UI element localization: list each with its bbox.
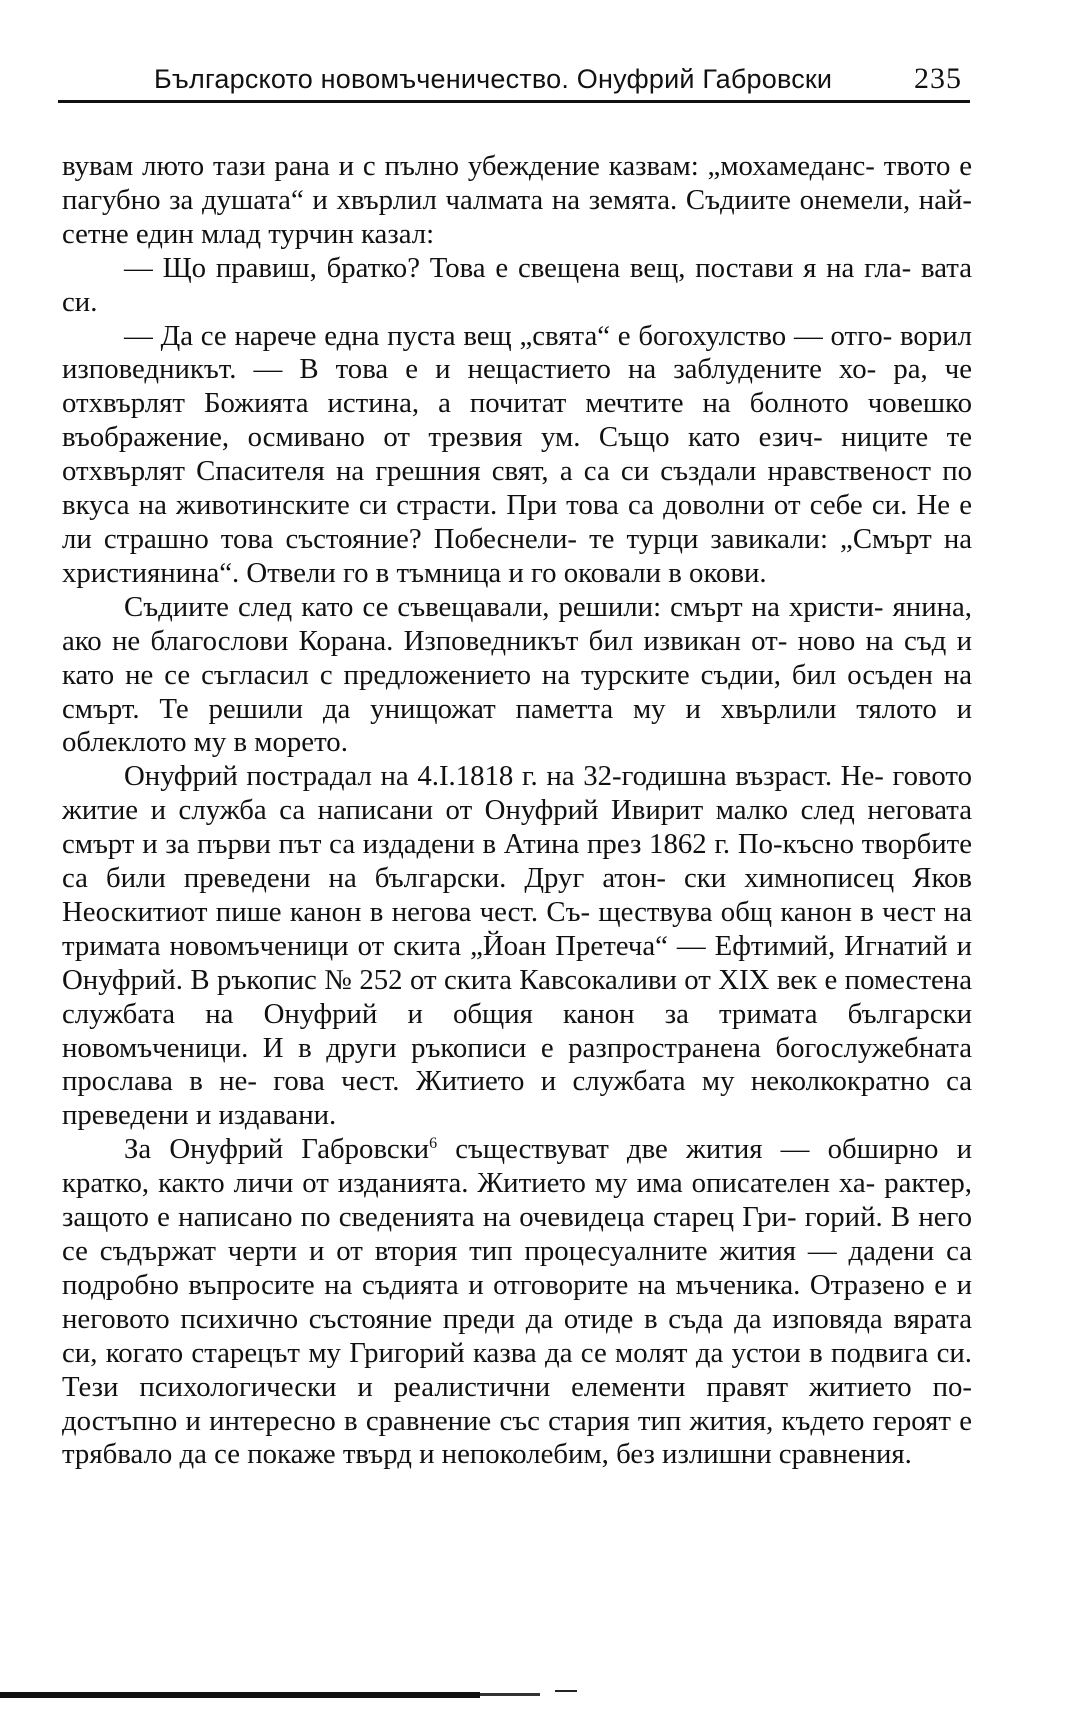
running-title: Българското новомъченичество. Онуфрий Габровски [154, 64, 833, 94]
paragraph-1 [62, 150, 972, 252]
text-line: ски химнописец Яков Неоскитиот пише канон в негова чест. Съ- [62, 862, 972, 928]
paragraph-2 [62, 252, 972, 320]
text-line: ра, че отхвърлят Божията истина, а почитат мечтите на болното [62, 353, 973, 420]
text-line: гова чест. Житието и службата му неколкократно са преведени и [62, 1065, 972, 1132]
text-line: след неговата смърт и за първи път са издадени в Атина през 1862 [62, 794, 973, 861]
text-line: „Йоан Претеча“ — Ефтимий, Игнатий и Онуфрий. В ръкопис № [62, 929, 973, 996]
text-line: реалистични елементи правят житието по-достъпно и интересно [62, 1370, 973, 1437]
paragraph-6 [62, 1133, 972, 1472]
running-header [150, 58, 970, 100]
text-line: г. По-късно творбите са били преведени на български. Друг атон- [62, 828, 972, 895]
footer-rule-continuation [480, 1693, 540, 1696]
text-line: кратко, както личи от изданията. Житието му има описателен ха- [62, 1167, 876, 1200]
text-line: горий. В него се съдържат черти и от втория тип процесуалните [62, 1201, 973, 1267]
text-line: Онуфрий и общия канон за тримата български новомъченици. И в [62, 997, 973, 1064]
text-line: Онуфрий пострадал на 4.I.1818 г. на 32-годишна възраст. Не- [124, 760, 884, 793]
text-line: вата си. [62, 251, 972, 318]
text-line: ворил изповедникът. — В това е и нещастието на заблудените хо- [62, 319, 972, 386]
text-line: издавани. [218, 1099, 337, 1132]
text-line: жития — дадени са подробно въпросите на съдията и отговорите [62, 1235, 973, 1301]
text-line: Съдиите след като се съвещавали, решили: смърт на христи- [124, 590, 884, 623]
text-line: покаже твърд и непоколебим, без излишни сравнения. [247, 1438, 912, 1471]
text-line: ниците те отхвърлят Спасителя на грешния свят, а са си създали [62, 421, 972, 488]
text-line: други ръкописи е разпространена богослужебната прослава в не- [62, 1031, 972, 1098]
page-number: 235 [914, 62, 962, 95]
text-line: доволни от себе си. Не е ли страшно това състояние? Побеснели- [62, 489, 973, 555]
text-line: говото житие и служба са написани от Онуфрий Ивирит малко [62, 760, 972, 827]
text-line: и го оковали в окови. [508, 556, 767, 589]
footer-rule [0, 1692, 480, 1698]
paragraph-5 [62, 760, 972, 1133]
text-line: онемели, най-сетне един млад турчин казал: [62, 183, 973, 250]
paragraph-4 [62, 591, 972, 761]
text-line: твото е пагубно за душата“ и хвърлил чалмата на земята. Съдиите [62, 150, 972, 216]
text-line: човешко въображение, осмивано от трезвия ум. Също като езич- [62, 387, 972, 454]
text-line: — Що правиш, братко? Това е свещена вещ, постави я на гла- [124, 251, 912, 284]
text-line: вувам люто тази рана и с пълно убеждение казвам: „мохамеданс- [62, 150, 875, 182]
text-line: казва да се молят да устои в подвига си. Тези психологически и [62, 1336, 973, 1403]
footer-dash [555, 1690, 577, 1692]
text-line: янина, ако не благослови Корана. Изповедникът бил извикан от- [62, 590, 972, 657]
text-line: рактер, защото е написано по сведенията на очевидеца старец Гри- [62, 1167, 972, 1234]
text-line: нравственост по вкуса на животинските си страсти. При това са [62, 455, 973, 522]
text-line: на мъченика. Отразено е и неговото психично състояние преди да [62, 1268, 973, 1335]
text-line: в сравнение със стария тип жития, където героят е трябвало да се [62, 1404, 972, 1471]
text-line: съдии, бил осъден на смърт. Те решили да унищожат паметта му [62, 658, 973, 725]
text-line: 252 от скита Кавсокаливи от XIX век е поместена службата на [62, 963, 973, 1030]
text-line: и хвърлили тялото и облеклото му в морето. [62, 692, 972, 759]
text-line: съществуват две жития — обширно и [455, 1133, 972, 1166]
paragraph-3 [62, 320, 972, 591]
text-line: ново на съд и като не се съгласил с предложението на турските [62, 624, 973, 691]
text-line: — Да се нарече една пуста вещ „свята“ е богохулство — отго- [124, 319, 893, 352]
text-line: те турци завикали: „Смърт на християнина“. Отвели го в тъмница [62, 522, 973, 589]
text-line: отиде в съда да изповяда вярата си, когато старецът му Григорий [62, 1302, 972, 1369]
header-rule [58, 100, 970, 103]
text-line: За Онуфрий Габровски [124, 1133, 430, 1166]
body-text [62, 150, 972, 1472]
footnote-marker[interactable]: 6 [429, 1135, 438, 1153]
text-line: ществува общ канон в чест на тримата новомъченици от скита [62, 895, 972, 962]
